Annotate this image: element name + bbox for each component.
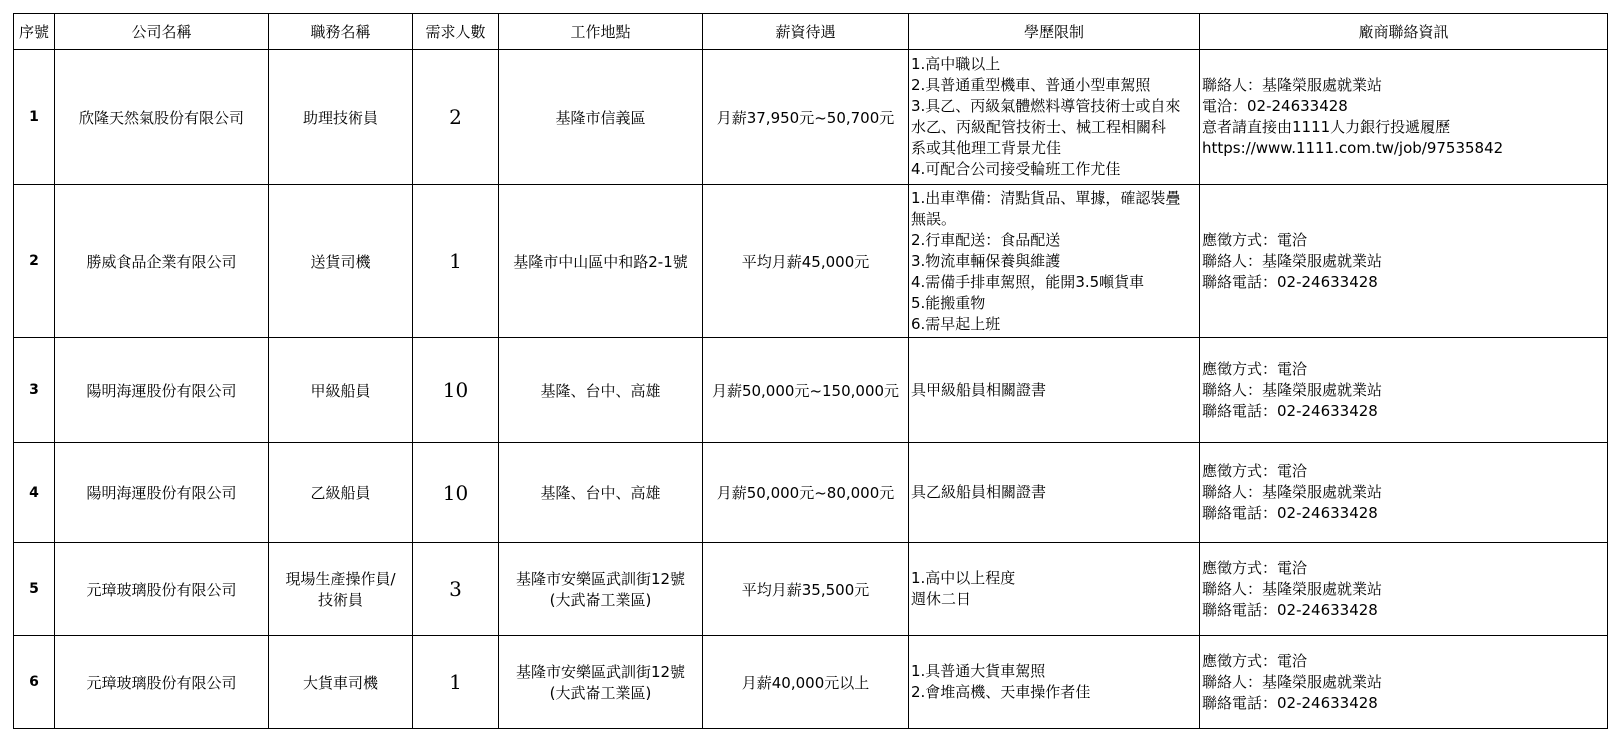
position-name — [269, 338, 413, 443]
contact-info-line: 聯絡電話：02-24633428 — [1202, 504, 1378, 522]
headcount: 10 — [413, 443, 499, 543]
company-name: 陽明海運股份有限公司 — [55, 443, 269, 543]
header-position: 職務名稱 — [269, 14, 413, 50]
header-row — [14, 14, 1608, 50]
contact-info-line: 應徵方式：電洽 — [1202, 462, 1308, 480]
company-name: 陽明海運股份有限公司 — [55, 338, 269, 443]
contact-info-line: 聯絡電話：02-24633428 — [1202, 600, 1378, 619]
table-row — [14, 636, 1608, 729]
headcount: 3 — [413, 543, 499, 636]
header-salary: 薪資待遇 — [703, 14, 909, 50]
job-listing-table — [13, 13, 1608, 729]
requirements-line: 系或其他理工背景尤佳 — [911, 139, 1062, 157]
contact-info-line: 聯絡人：基隆榮服處就業站 — [1202, 579, 1383, 598]
position-name — [269, 185, 413, 338]
requirements-line: 4.可配合公司接受輪班工作尤佳 — [911, 160, 1121, 178]
header-count: 需求人數 — [413, 14, 499, 50]
contact-info — [1200, 338, 1608, 443]
salary: 月薪40,000元以上 — [703, 636, 909, 729]
job-rows — [14, 50, 1608, 729]
contact-info-line: 聯絡人：基隆榮服處就業站 — [1202, 672, 1383, 691]
requirements-line: 2.行車配送：食品配送 — [911, 230, 1061, 249]
contact-info — [1200, 443, 1608, 543]
contact-info-line: 應徵方式：電洽 — [1202, 359, 1308, 378]
requirements — [909, 50, 1200, 185]
table-row — [14, 185, 1608, 338]
row-number: 2 — [14, 185, 55, 338]
requirements-line: 2.會堆高機、天車操作者佳 — [911, 683, 1091, 701]
work-location-line: 基隆市中山區中和路2-1號 — [513, 252, 688, 271]
requirements-line: 6.需早起上班 — [911, 314, 1001, 333]
header-requirements: 學歷限制 — [909, 14, 1200, 50]
requirements-line: 3.具乙、丙級氣體燃料導管技術士或自來 — [911, 97, 1181, 115]
work-location — [499, 636, 703, 729]
requirements-line: 具乙級船員相關證書 — [911, 483, 1047, 501]
work-location — [499, 338, 703, 443]
requirements — [909, 543, 1200, 636]
work-location — [499, 443, 703, 543]
headcount: 10 — [413, 338, 499, 443]
work-location — [499, 50, 703, 185]
row-number: 5 — [14, 543, 55, 636]
table-row — [14, 338, 1608, 443]
work-location-line: 基隆、台中、高雄 — [540, 381, 661, 400]
salary: 平均月薪35,500元 — [703, 543, 909, 636]
requirements-line: 無誤。 — [911, 209, 957, 228]
contact-info-line: 電洽：02-24633428 — [1202, 97, 1348, 115]
requirements-line: 1.高中職以上 — [911, 55, 1001, 73]
contact-info-line: 聯絡人：基隆榮服處就業站 — [1202, 251, 1383, 270]
work-location-line: 基隆市安樂區武訓街12號 — [515, 570, 686, 588]
work-location-line: (大武崙工業區) — [549, 591, 652, 609]
contact-info-line: 意者請直接由1111人力銀行投遞履歷 — [1202, 118, 1451, 136]
company-name: 勝威食品企業有限公司 — [55, 185, 269, 338]
table-row — [14, 443, 1608, 543]
requirements — [909, 636, 1200, 729]
headcount: 2 — [413, 50, 499, 185]
requirements-line: 1.高中以上程度 — [911, 569, 1016, 587]
requirements-line: 1.出車準備：清點貨品、單據，確認裝疊 — [911, 188, 1181, 207]
position-name-line: 甲級船員 — [310, 381, 371, 400]
table-row — [14, 50, 1608, 185]
work-location-line: 基隆市安樂區武訓街12號 — [515, 663, 686, 681]
contact-info — [1200, 185, 1608, 338]
requirements-line: 3.物流車輛保養與維護 — [911, 251, 1061, 270]
company-name: 元璋玻璃股份有限公司 — [55, 636, 269, 729]
requirements-line: 5.能搬重物 — [911, 293, 986, 312]
contact-info-line: 聯絡電話：02-24633428 — [1202, 693, 1378, 712]
row-number: 6 — [14, 636, 55, 729]
requirements-line: 4.需備手排車駕照，能開3.5噸貨車 — [911, 272, 1145, 291]
headcount: 1 — [413, 636, 499, 729]
work-location-line: 基隆、台中、高雄 — [540, 484, 661, 502]
row-number: 4 — [14, 443, 55, 543]
header-no: 序號 — [14, 14, 55, 50]
contact-info — [1200, 50, 1608, 185]
contact-info-line: 聯絡人：基隆榮服處就業站 — [1202, 76, 1383, 94]
position-name-line: 大貨車司機 — [302, 673, 378, 692]
contact-info-line: 聯絡人：基隆榮服處就業站 — [1202, 483, 1383, 501]
position-name-line: 乙級船員 — [310, 484, 371, 502]
contact-info-line: https://www.1111.com.tw/job/97535842 — [1202, 139, 1504, 157]
row-number: 1 — [14, 50, 55, 185]
requirements — [909, 185, 1200, 338]
header-company: 公司名稱 — [55, 14, 269, 50]
table-row — [14, 543, 1608, 636]
contact-info-line: 聯絡電話：02-24633428 — [1202, 401, 1378, 420]
position-name — [269, 636, 413, 729]
position-name-line: 現場生產操作員/ — [285, 570, 396, 588]
work-location — [499, 185, 703, 338]
requirements-line: 1.具普通大貨車駕照 — [911, 662, 1046, 680]
salary: 月薪50,000元~150,000元 — [703, 338, 909, 443]
requirements-line: 2.具普通重型機車、普通小型車駕照 — [911, 76, 1151, 94]
requirements — [909, 443, 1200, 543]
position-name — [269, 543, 413, 636]
position-name-line: 送貨司機 — [310, 252, 371, 271]
salary: 平均月薪45,000元 — [703, 185, 909, 338]
salary: 月薪50,000元~80,000元 — [703, 443, 909, 543]
contact-info-line: 應徵方式：電洽 — [1202, 230, 1308, 249]
position-name-line: 助理技術員 — [302, 108, 378, 127]
salary: 月薪37,950元~50,700元 — [703, 50, 909, 185]
contact-info-line: 聯絡電話：02-24633428 — [1202, 272, 1378, 291]
header-contact: 廠商聯絡資訊 — [1200, 14, 1608, 50]
position-name — [269, 50, 413, 185]
company-name: 元璋玻璃股份有限公司 — [55, 543, 269, 636]
contact-info-line: 聯絡人：基隆榮服處就業站 — [1202, 380, 1383, 399]
company-name: 欣隆天然氣股份有限公司 — [55, 50, 269, 185]
position-name-line: 技術員 — [317, 591, 363, 609]
contact-info-line: 應徵方式：電洽 — [1202, 558, 1308, 577]
row-number: 3 — [14, 338, 55, 443]
work-location-line: 基隆市信義區 — [555, 108, 646, 127]
work-location-line: (大武崙工業區) — [549, 684, 652, 702]
requirements-line: 具甲級船員相關證書 — [911, 380, 1047, 399]
header-location: 工作地點 — [499, 14, 703, 50]
requirements — [909, 338, 1200, 443]
contact-info — [1200, 543, 1608, 636]
contact-info — [1200, 636, 1608, 729]
headcount: 1 — [413, 185, 499, 338]
position-name — [269, 443, 413, 543]
work-location — [499, 543, 703, 636]
requirements-line: 水乙、丙級配管技術士、械工程相關科 — [911, 118, 1167, 136]
requirements-line: 週休二日 — [911, 590, 972, 608]
contact-info-line: 應徵方式：電洽 — [1202, 651, 1308, 670]
